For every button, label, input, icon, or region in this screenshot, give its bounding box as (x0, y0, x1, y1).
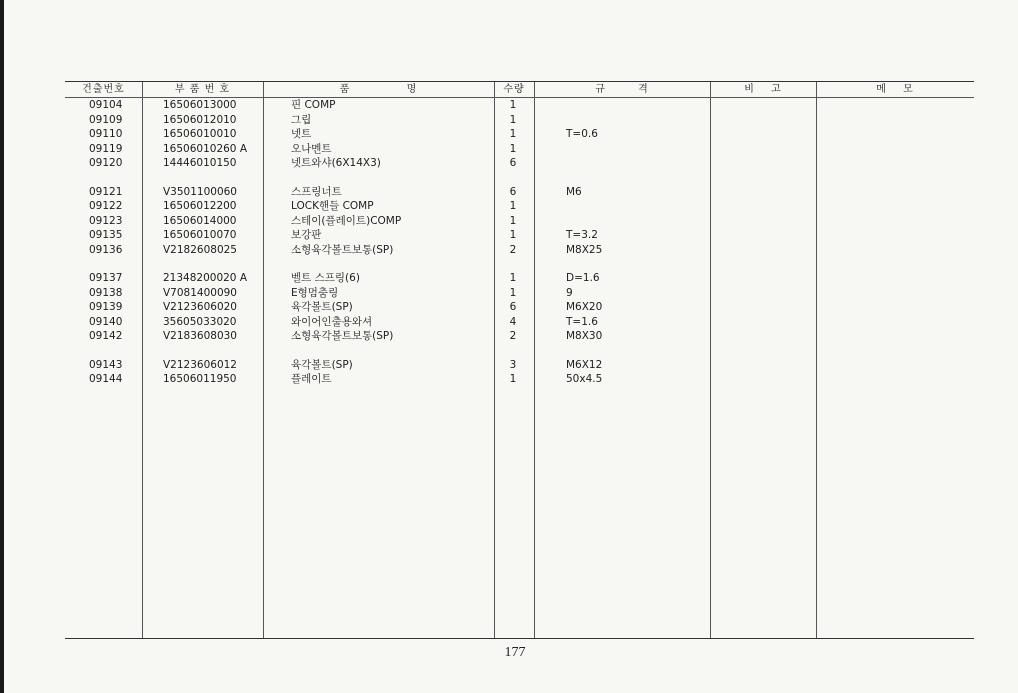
part-number-cell: 16506010010 (163, 128, 237, 140)
header-item-number: 건출번호 (82, 84, 125, 95)
quantity-cell: 6 (509, 157, 517, 169)
table-row (65, 315, 974, 330)
part-number-cell: 16506012200 (163, 200, 237, 212)
specification-cell: M8X25 (566, 243, 603, 256)
item-number-cell: 09140 (89, 315, 123, 328)
table-row (65, 199, 974, 214)
header-remarks: 비 고 (744, 84, 782, 95)
part-name-cell: 보강판 (291, 229, 322, 241)
quantity-cell: 1 (509, 142, 517, 155)
part-number-cell: 16506011950 (163, 373, 237, 385)
header-specification: 규 격 (595, 84, 649, 95)
part-name-cell: 넷트와샤(6X14X3) (291, 157, 381, 169)
part-name-cell: 스프링너트 (291, 185, 342, 198)
quantity-cell: 1 (509, 214, 517, 227)
item-number-cell: 09139 (89, 301, 123, 313)
part-name-cell: 플레이트 (291, 373, 332, 385)
table-row (65, 113, 974, 128)
part-number-cell: 16506012010 (163, 113, 237, 126)
quantity-cell: 2 (509, 243, 517, 256)
quantity-cell: 1 (509, 373, 517, 385)
header-part-name: 품 명 (339, 84, 418, 95)
specification-cell: 9 (566, 286, 573, 299)
quantity-cell: 2 (509, 330, 517, 342)
part-number-cell: 35605033020 (163, 315, 237, 328)
part-name-cell: 벨트 스프링(6) (291, 272, 360, 284)
table-row (65, 156, 974, 171)
quantity-cell: 6 (509, 301, 517, 313)
part-number-cell: V3501100060 (163, 185, 237, 198)
item-number-cell: 09122 (89, 200, 123, 212)
item-number-cell: 09109 (89, 113, 123, 126)
part-number-cell: V2123606012 (163, 358, 237, 371)
quantity-cell: 1 (509, 286, 517, 299)
table-row (65, 214, 974, 229)
specification-cell: M6X20 (566, 301, 603, 313)
quantity-cell: 1 (509, 200, 517, 212)
part-name-cell: 와이어인출용와셔 (291, 315, 373, 328)
part-number-cell: V2123606020 (163, 301, 237, 313)
page-number: 177 (504, 645, 526, 660)
table-row (65, 300, 974, 315)
part-number-cell: V2182608025 (163, 243, 237, 256)
specification-cell: M8X30 (566, 330, 603, 342)
quantity-cell: 6 (509, 185, 517, 198)
table-row (65, 372, 974, 387)
header-memo: 메 모 (876, 84, 914, 95)
table-row (65, 142, 974, 157)
left-binding-edge (0, 0, 4, 693)
part-number-cell: 16506014000 (163, 214, 237, 227)
quantity-cell: 4 (509, 315, 517, 328)
parts-table (65, 81, 974, 639)
part-number-cell: V2183608030 (163, 330, 237, 342)
part-number-cell: V7081400090 (163, 286, 237, 299)
item-number-cell: 09144 (89, 373, 123, 385)
item-number-cell: 09121 (89, 185, 123, 198)
specification-cell: T=1.6 (566, 315, 598, 328)
item-number-cell: 09138 (89, 286, 123, 299)
part-name-cell: 핀 COMP (291, 99, 336, 111)
item-number-cell: 09143 (89, 358, 123, 371)
part-name-cell: 그립 (291, 113, 312, 126)
part-number-cell: 14446010150 (163, 157, 237, 169)
part-name-cell: LOCK핸들 COMP (291, 200, 374, 212)
part-name-cell: E형멈춤링 (291, 286, 339, 299)
part-name-cell: 스테이(플레이트)COMP (291, 214, 402, 227)
table-row (65, 228, 974, 243)
quantity-cell: 1 (509, 128, 517, 140)
part-number-cell: 16506013000 (163, 99, 237, 111)
item-number-cell: 09136 (89, 243, 123, 256)
item-number-cell: 09123 (89, 214, 123, 227)
specification-cell: T=3.2 (566, 229, 598, 241)
table-row (65, 243, 974, 258)
table-row (65, 329, 974, 344)
specification-cell: M6X12 (566, 358, 603, 371)
item-number-cell: 09135 (89, 229, 123, 241)
item-number-cell: 09110 (89, 128, 123, 140)
quantity-cell: 1 (509, 229, 517, 241)
specification-cell: D=1.6 (566, 272, 600, 284)
quantity-cell: 1 (509, 272, 517, 284)
specification-cell: M6 (566, 185, 582, 198)
part-name-cell: 소형육각볼트보통(SP) (291, 243, 394, 256)
item-number-cell: 09120 (89, 157, 123, 169)
item-number-cell: 09104 (89, 99, 123, 111)
part-number-cell: 16506010260 A (163, 142, 248, 155)
part-name-cell: 육각볼트(SP) (291, 301, 353, 313)
specification-cell: 50x4.5 (566, 373, 603, 385)
header-quantity: 수량 (503, 84, 525, 95)
part-name-cell: 소형육각볼트보통(SP) (291, 330, 394, 342)
quantity-cell: 1 (509, 99, 517, 111)
part-number-cell: 21348200020 A (163, 272, 248, 284)
specification-cell: T=0.6 (566, 128, 598, 140)
table-row (65, 271, 974, 286)
part-name-cell: 오나멘트 (291, 142, 332, 155)
table-header (65, 82, 974, 98)
part-name-cell: 넷트 (291, 128, 312, 140)
table-row (65, 185, 974, 200)
quantity-cell: 1 (509, 113, 517, 126)
table-row (65, 127, 974, 142)
header-part-number: 부 품 번 호 (174, 84, 231, 95)
table-row (65, 98, 974, 113)
item-number-cell: 09119 (89, 142, 123, 155)
table-body (65, 98, 974, 387)
table-row (65, 358, 974, 373)
part-name-cell: 육각볼트(SP) (291, 358, 353, 371)
item-number-cell: 09142 (89, 330, 123, 342)
part-number-cell: 16506010070 (163, 229, 237, 241)
table-row (65, 286, 974, 301)
item-number-cell: 09137 (89, 272, 123, 284)
quantity-cell: 3 (509, 358, 517, 371)
